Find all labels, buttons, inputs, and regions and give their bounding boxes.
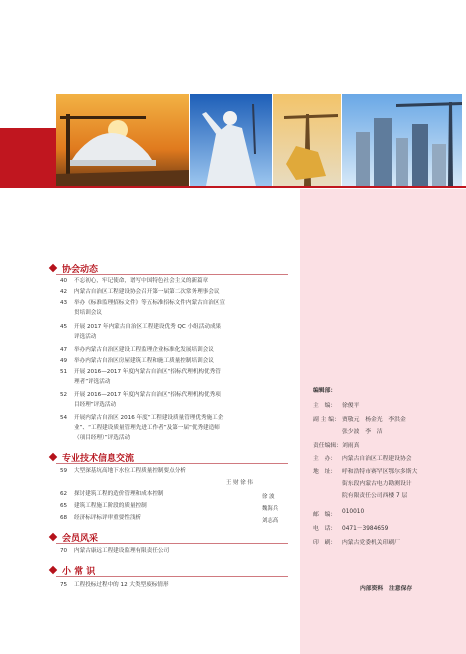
toc-entry[interactable]: 52 开展 2016—2017 年度内蒙古自治区“招标代理机构优秀项 [60, 392, 221, 398]
section-divider [56, 576, 288, 577]
diamond-bullet-icon [49, 264, 57, 272]
editorial-label: 邮 编： [313, 512, 337, 518]
diamond-bullet-icon [49, 533, 57, 541]
toc-entry[interactable]: 54 开展内蒙古自治区 2016 年度“工程建设质量管理优秀施工企 [60, 415, 224, 421]
editorial-label: 责任编辑： [313, 443, 342, 449]
toc-entry[interactable]: 68 经济标评标评审重要性浅析 [60, 515, 142, 521]
toc-entry[interactable]: 75 工程投标过程中的 12 大类型废标情形 [60, 582, 169, 588]
editorial-label: 电 话： [313, 526, 337, 532]
toc-entry-continued: 业”、“工程建设质量管理先进工作者”及第一届“优秀建造师 [74, 425, 220, 431]
toc-author: 王 财 徐 伟 [226, 480, 253, 486]
editorial-label: 主 办： [313, 456, 337, 462]
section-heading-tips: 小 常 识 [50, 564, 95, 577]
diamond-bullet-icon [49, 566, 57, 574]
editorial-value: 张少波 李 洁 [342, 429, 383, 435]
toc-entry-continued: 评选活动 [74, 334, 97, 340]
editorial-value: 院有限责任公司西楼 7 层 [342, 493, 408, 499]
editorial-label: 主 编： [313, 403, 337, 409]
toc-entry[interactable]: 45 开展 2017 年内蒙古自治区工程建设优秀 QC 小组活动成果 [60, 324, 222, 330]
toc-entry-continued: 贯培训会议 [74, 310, 102, 316]
editorial-value: 0471－3984659 [342, 526, 389, 532]
toc-entry[interactable]: 40 不忘初心，牢记使命，谱写中国特色社会主义的新篇章 [60, 278, 209, 284]
toc-entry[interactable]: 65 建筑工程施工阶段的质量控制 [60, 503, 147, 509]
editorial-label: 印 刷： [313, 540, 337, 546]
editorial-label: 副 主 编： [313, 417, 340, 423]
editorial-heading: 编辑部： [313, 388, 337, 394]
section-divider [56, 463, 288, 464]
toc-entry[interactable]: 42 内蒙古自治区工程建设协会召开第一届第二次常务理事会议 [60, 289, 220, 295]
editorial-value: 内蒙古党委机关印刷厂 [342, 540, 400, 546]
toc-entry[interactable]: 43 举办《标准监理招标文件》等五标准招标文件内蒙古自治区宣 [60, 300, 226, 306]
toc-author: 刘志高 [262, 518, 279, 524]
section-divider [56, 543, 288, 544]
section-divider [56, 274, 288, 275]
editorial-value: 徐俊平 [342, 403, 360, 409]
editorial-value: 呼和浩特市赛罕区鄂尔多斯大 [342, 469, 418, 475]
toc-entry[interactable]: 49 举办内蒙古自治区房屋建筑工程和施工质量控制培训会议 [60, 358, 214, 364]
editorial-value: 内蒙古自治区工程建设协会 [342, 456, 412, 462]
section-heading-member-showcase: 会员风采 [50, 531, 98, 544]
toc-entry-continued: 理者”评选活动 [74, 379, 111, 385]
editorial-value: 贾敬元 杨金光 李洪金 [342, 417, 406, 423]
toc-entry[interactable]: 51 开展 2016—2017 年度内蒙古自治区“招标代理机构优秀管 [60, 369, 221, 375]
cover-photo-strip [56, 94, 462, 186]
editorial-label: 地 址： [313, 469, 337, 475]
toc-entry[interactable]: 70 内蒙古康远工程建设监理有限责任公司 [60, 548, 170, 554]
editorial-value: 010010 [342, 509, 365, 515]
toc-author: 魏海兵 [262, 506, 279, 512]
toc-entry-continued: 目经理”评选活动 [74, 402, 117, 408]
section-heading-tech-exchange: 专业技术信息交流 [50, 451, 134, 464]
editorial-value: 街东段内蒙古电力勘测设计 [342, 481, 412, 487]
header-rule [56, 186, 466, 188]
red-accent-block [0, 128, 56, 188]
editorial-value: 刘雨真 [342, 443, 360, 449]
diamond-bullet-icon [49, 453, 57, 461]
toc-entry[interactable]: 62 探讨建筑工程的造价管理和成本控制 [60, 491, 164, 497]
toc-author: 徐 波 [262, 494, 275, 500]
section-heading-association-news: 协会动态 [50, 262, 98, 275]
toc-entry-continued: （项目经理）”评选活动 [74, 435, 131, 441]
toc-entry[interactable]: 59 大型深基坑高地下水位工程质量控制要点分析 [60, 468, 186, 474]
toc-entry[interactable]: 47 举办内蒙古自治区建设工程监理企业标准化发展培训会议 [60, 347, 214, 353]
internal-use-notice: 内部资料 注意保存 [360, 586, 413, 592]
